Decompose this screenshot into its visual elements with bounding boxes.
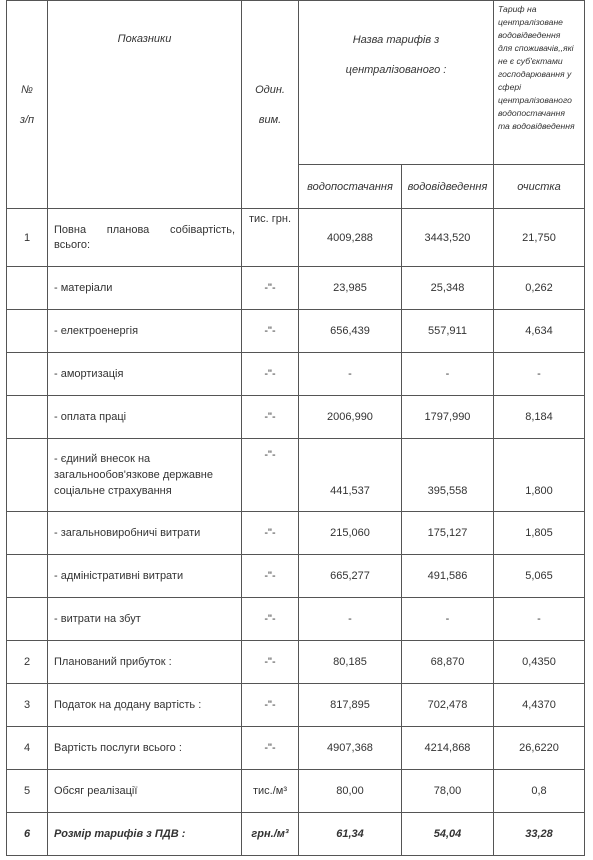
row-drainage: 25,348 [402, 267, 494, 310]
row-cleaning: 5,065 [494, 555, 585, 598]
special-tariff-line: водопостачання [498, 108, 565, 118]
row-cleaning: 0,8 [494, 770, 585, 813]
special-tariff-line: централізованого [498, 95, 572, 105]
header-drainage: водовідведення [402, 165, 494, 209]
special-tariff-line: господарювання у [498, 69, 572, 79]
row-indicator: Податок на додану вартість : [48, 684, 242, 727]
row-number [7, 439, 48, 512]
row-drainage: 395,558 [402, 439, 494, 512]
special-tariff-line: сфері [498, 82, 522, 92]
header-unit-line1: Один. [255, 83, 285, 96]
row-unit: -"- [242, 555, 299, 598]
row-number [7, 353, 48, 396]
header-tariff-name-line2: централізованого : [345, 64, 447, 76]
table-row [7, 353, 585, 396]
row-water-supply: 61,34 [299, 813, 402, 856]
row-unit: -"- [242, 598, 299, 641]
row-indicator: Планований прибуток : [48, 641, 242, 684]
row-cleaning: 1,800 [494, 439, 585, 512]
row-number [7, 598, 48, 641]
row-water-supply: 80,00 [299, 770, 402, 813]
row-unit: -"- [242, 727, 299, 770]
row-cleaning: - [494, 353, 585, 396]
row-drainage: 491,586 [402, 555, 494, 598]
row-indicator: Обсяг реалізації [48, 770, 242, 813]
row-water-supply: - [299, 353, 402, 396]
header-number-line1: № [21, 83, 33, 96]
row-drainage: 68,870 [402, 641, 494, 684]
table-row [7, 813, 585, 856]
header-unit [242, 1, 299, 209]
row-cleaning: - [494, 598, 585, 641]
row-cleaning: 21,750 [494, 209, 585, 267]
header-number-line2: з/п [19, 113, 35, 126]
row-indicator: - електроенергія [48, 310, 242, 353]
table-row [7, 267, 585, 310]
row-unit: -"- [242, 310, 299, 353]
row-indicator: - оплата праці [48, 396, 242, 439]
row-unit: грн./м³ [242, 813, 299, 856]
row-water-supply: 23,985 [299, 267, 402, 310]
row-number: 4 [7, 727, 48, 770]
row-unit: -"- [242, 684, 299, 727]
row-unit: -"- [242, 353, 299, 396]
row-number [7, 310, 48, 353]
row-indicator: Вартість послуги всього : [48, 727, 242, 770]
row-cleaning: 26,6220 [494, 727, 585, 770]
table-row [7, 598, 585, 641]
row-water-supply: 4009,288 [299, 209, 402, 267]
row-drainage: 702,478 [402, 684, 494, 727]
row-indicator: - адміністративні витрати [48, 555, 242, 598]
table-row [7, 512, 585, 555]
table-row [7, 396, 585, 439]
row-unit: -"- [242, 641, 299, 684]
table-row [7, 684, 585, 727]
row-unit: -"- [242, 267, 299, 310]
row-unit: тис. грн. [242, 209, 299, 267]
special-tariff-line: централізоване [498, 17, 563, 27]
special-tariff-line: та водовідведення [498, 121, 575, 131]
row-number [7, 396, 48, 439]
row-cleaning: 1,805 [494, 512, 585, 555]
row-water-supply: 441,537 [299, 439, 402, 512]
table-row [7, 439, 585, 512]
row-number: 5 [7, 770, 48, 813]
row-drainage: 175,127 [402, 512, 494, 555]
row-cleaning: 4,4370 [494, 684, 585, 727]
row-number [7, 555, 48, 598]
row-water-supply: 665,277 [299, 555, 402, 598]
row-number [7, 267, 48, 310]
row-indicator: - загальновиробничі витрати [48, 512, 242, 555]
row-water-supply: 817,895 [299, 684, 402, 727]
row-indicator: - амортизація [48, 353, 242, 396]
special-tariff-line: Тариф на [498, 4, 537, 14]
header-tariff-name-line1: Назва тарифів з [352, 34, 440, 46]
special-tariff-line: не є суб'єктами [498, 56, 563, 66]
row-drainage: 1797,990 [402, 396, 494, 439]
row-water-supply: 656,439 [299, 310, 402, 353]
row-water-supply: 80,185 [299, 641, 402, 684]
header-unit-line2: вим. [258, 113, 282, 126]
row-water-supply: 4907,368 [299, 727, 402, 770]
row-unit: -"- [242, 396, 299, 439]
row-unit: -"- [242, 439, 299, 512]
header-tariff-name [299, 1, 494, 165]
table-row [7, 555, 585, 598]
row-water-supply: 2006,990 [299, 396, 402, 439]
header-indicators [48, 1, 242, 209]
row-indicator: - витрати на збут [48, 598, 242, 641]
table-row [7, 209, 585, 267]
row-indicator: Розмір тарифів з ПДВ : [48, 813, 242, 856]
special-tariff-line: для споживачів,,які [498, 43, 574, 53]
header-cleaning: очистка [494, 165, 585, 209]
header-water-supply: водопостачання [299, 165, 402, 209]
row-water-supply: - [299, 598, 402, 641]
row-cleaning: 4,634 [494, 310, 585, 353]
row-drainage: 4214,868 [402, 727, 494, 770]
row-indicator: Повна планова собівартість, всього: [48, 209, 242, 267]
row-indicator: - єдиний внесок на загальнообов'язкове державне соціальне страхування [48, 439, 242, 512]
row-indicator: - матеріали [48, 267, 242, 310]
row-cleaning: 8,184 [494, 396, 585, 439]
row-unit: -"- [242, 512, 299, 555]
row-number [7, 512, 48, 555]
row-number: 1 [7, 209, 48, 267]
header-indicators-label: Показники [117, 33, 172, 45]
row-drainage: 54,04 [402, 813, 494, 856]
row-water-supply: 215,060 [299, 512, 402, 555]
row-drainage: 3443,520 [402, 209, 494, 267]
row-number: 6 [7, 813, 48, 856]
table-row [7, 641, 585, 684]
special-tariff-line: водовідведення [498, 30, 561, 40]
row-drainage: 78,00 [402, 770, 494, 813]
header-number [7, 1, 48, 209]
row-drainage: - [402, 598, 494, 641]
table-row [7, 310, 585, 353]
row-drainage: 557,911 [402, 310, 494, 353]
row-cleaning: 0,4350 [494, 641, 585, 684]
tariff-table [6, 0, 585, 856]
row-drainage: - [402, 353, 494, 396]
row-cleaning: 33,28 [494, 813, 585, 856]
row-number: 2 [7, 641, 48, 684]
header-special-tariff [494, 1, 585, 165]
table-row [7, 727, 585, 770]
row-number: 3 [7, 684, 48, 727]
table-row [7, 770, 585, 813]
row-unit: тис./м³ [242, 770, 299, 813]
row-cleaning: 0,262 [494, 267, 585, 310]
